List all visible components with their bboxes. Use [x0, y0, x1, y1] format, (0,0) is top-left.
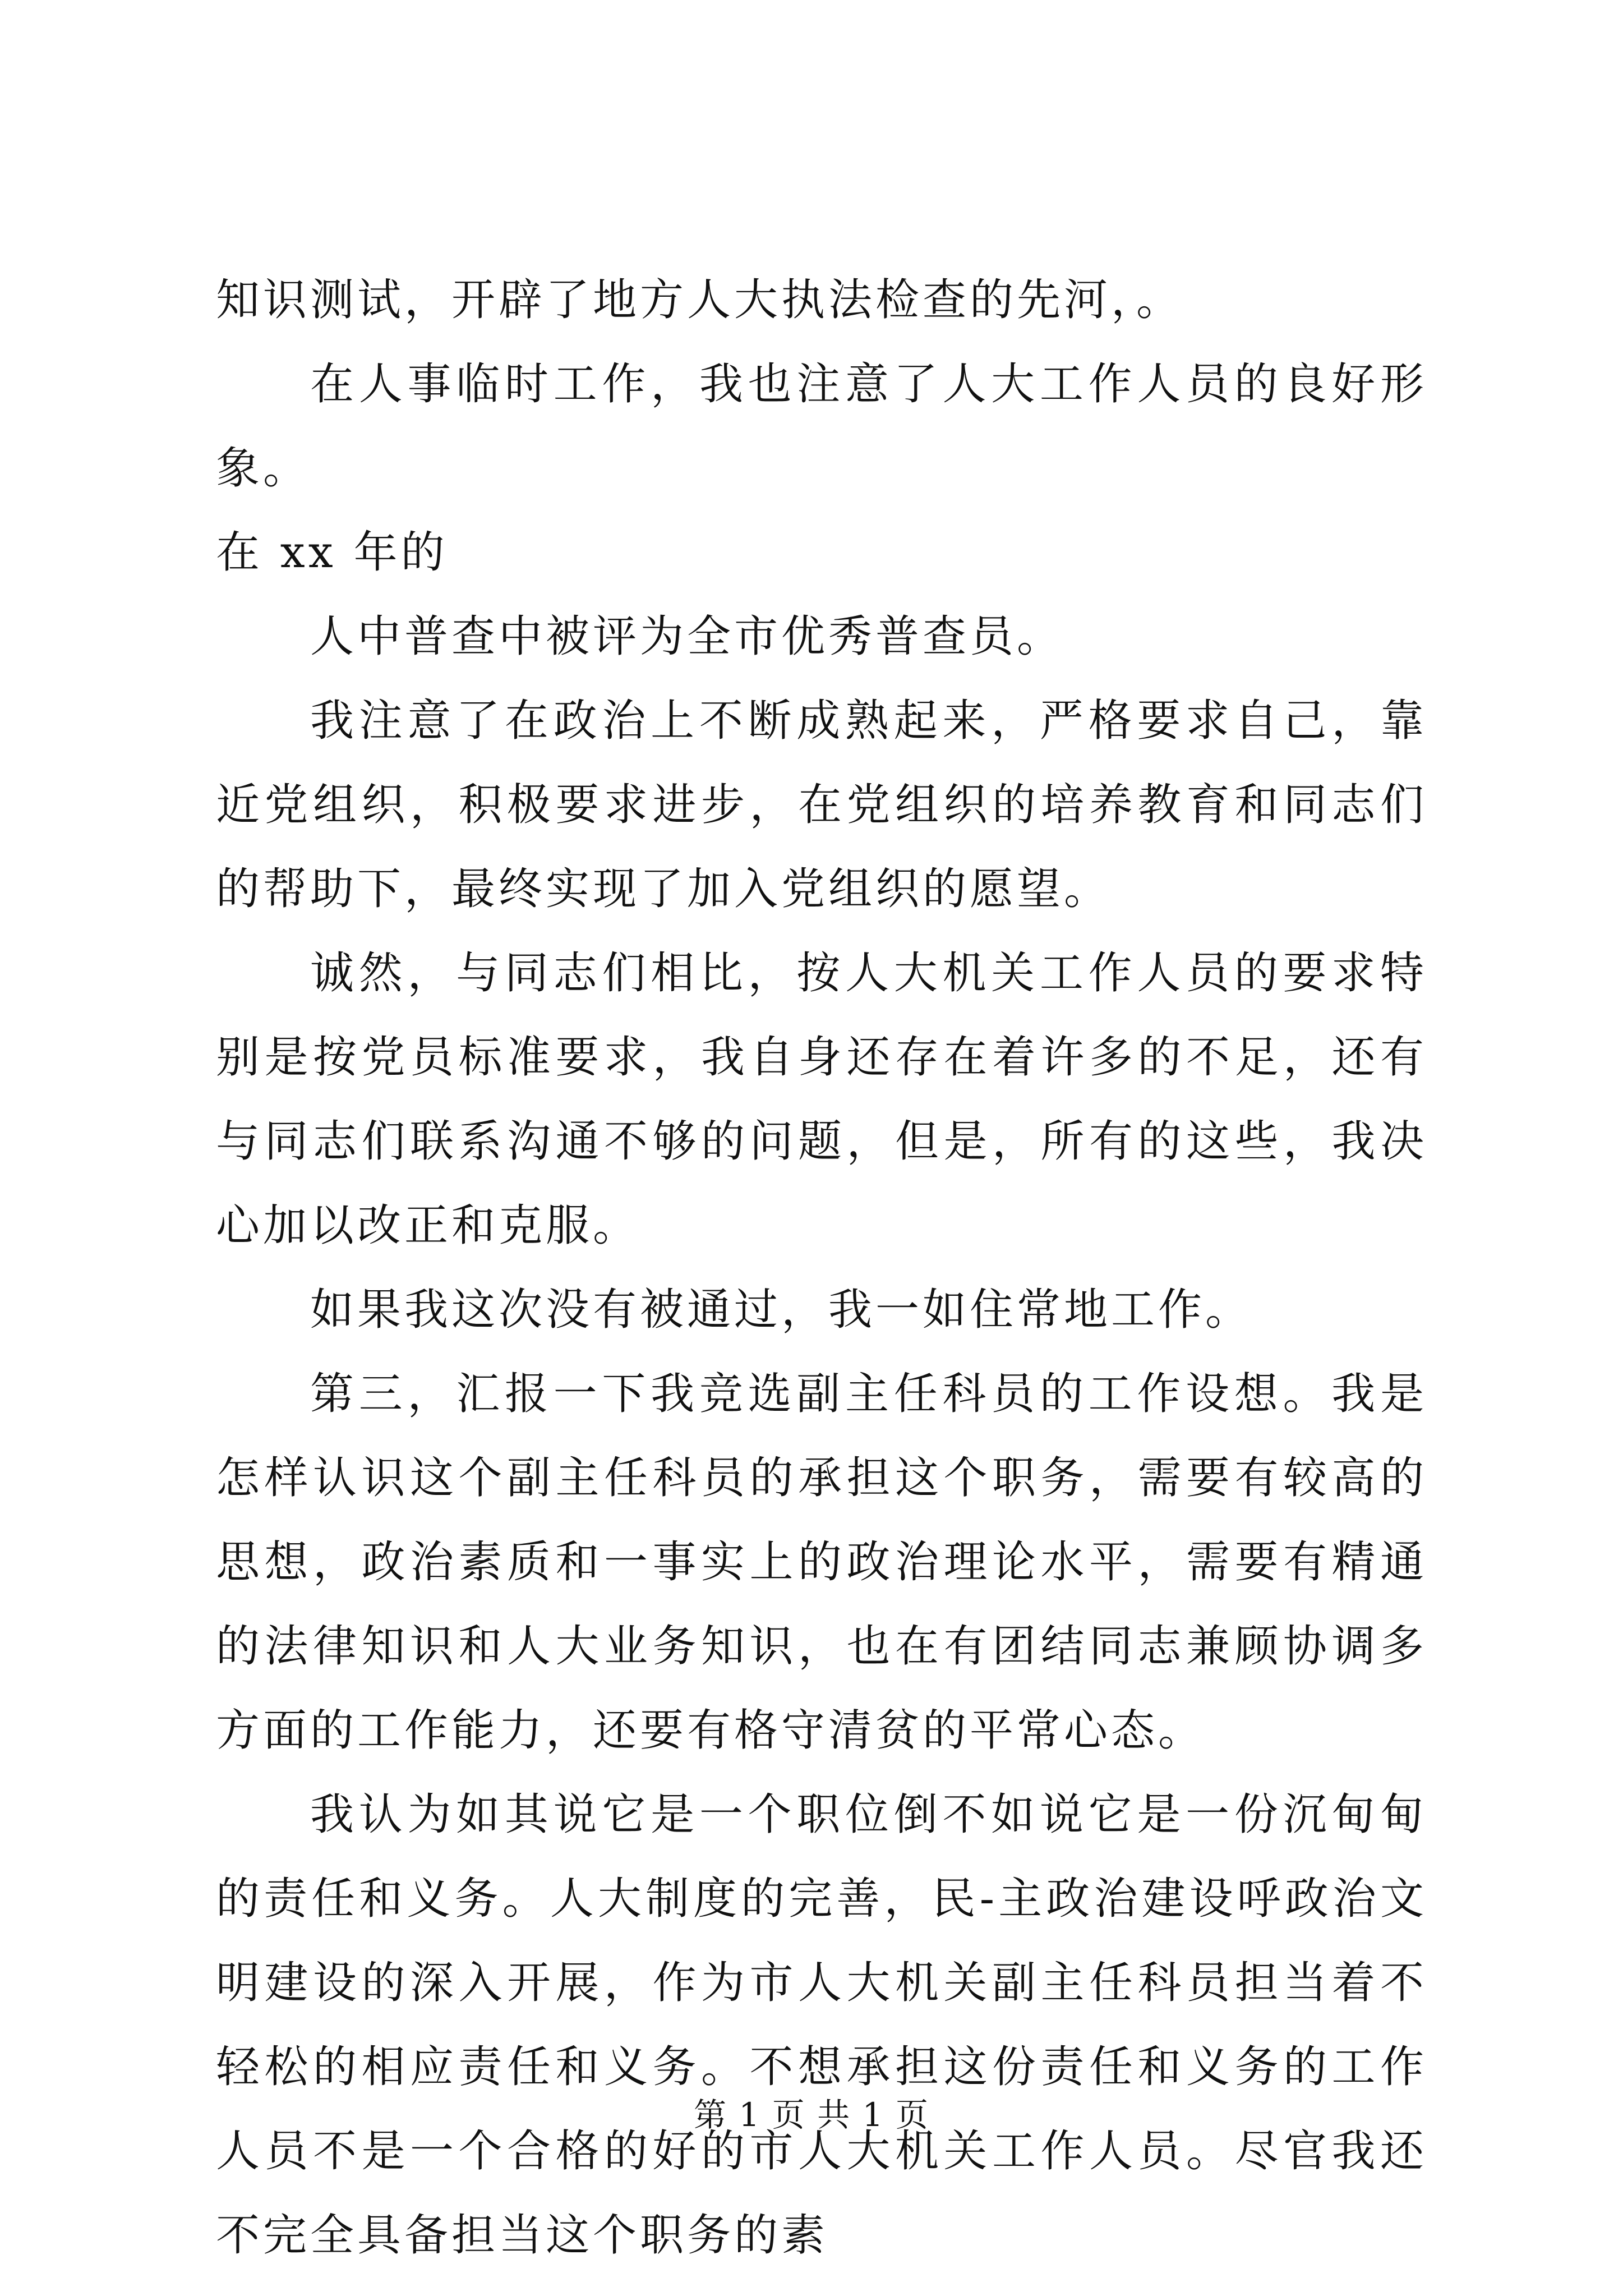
page-number-label: 第 1 页 共 1 页 [694, 2096, 929, 2134]
body-text [216, 258, 1427, 2277]
paragraph-8: 第三，汇报一下我竞选副主任科员的工作设想。我是怎样认识这个副主任科员的承担这个职务，需要有较高的思想，政治素质和一事实上的政治理论水平，需要有精通的法律知识和人大业务知识，也在有团结同志兼顾协调多方面的工作能力，还要有格守清贫的平常心态。 [216, 1369, 1427, 1756]
paragraph-7: 如果我这次没有被通过，我一如住常地工作。 [310, 1285, 1253, 1335]
paragraph-1: 知识测试，开辟了地方人大执法检查的先河，。 [216, 275, 1184, 325]
paragraph-3: 在 xx 年的 [216, 527, 448, 578]
page-footer [0, 2095, 1623, 2134]
paragraph-9: 我认为如其说它是一个职位倒不如说它是一份沉甸甸的责任和义务。人大制度的完善，民-主政治建设呼政治文明建设的深入开展，作为市人大机关副主任科员担当着不轻松的相应责任和义务。不想承担这份责任和义务的工作人员不是一个合格的好的市人大机关工作人员。尽官我还不完全具备担当这个职务的素 [216, 1789, 1427, 2261]
paragraph-6: 诚然，与同志们相比，按人大机关工作人员的要求特别是按党员标准要求，我自身还存在着许多的不足，还有与同志们联系沟通不够的问题，但是，所有的这些，我决心加以改正和克服。 [216, 948, 1427, 1251]
paragraph-5: 我注意了在政治上不断成熟起来，严格要求自己，靠近党组织，积极要求进步，在党组织的培养教育和同志们的帮助下，最终实现了加入党组织的愿望。 [216, 696, 1427, 914]
paragraph-4: 人中普查中被评为全市优秀普查员。 [310, 611, 1064, 662]
paragraph-2: 在人事临时工作，我也注意了人大工作人员的良好形象。 [216, 359, 1427, 494]
